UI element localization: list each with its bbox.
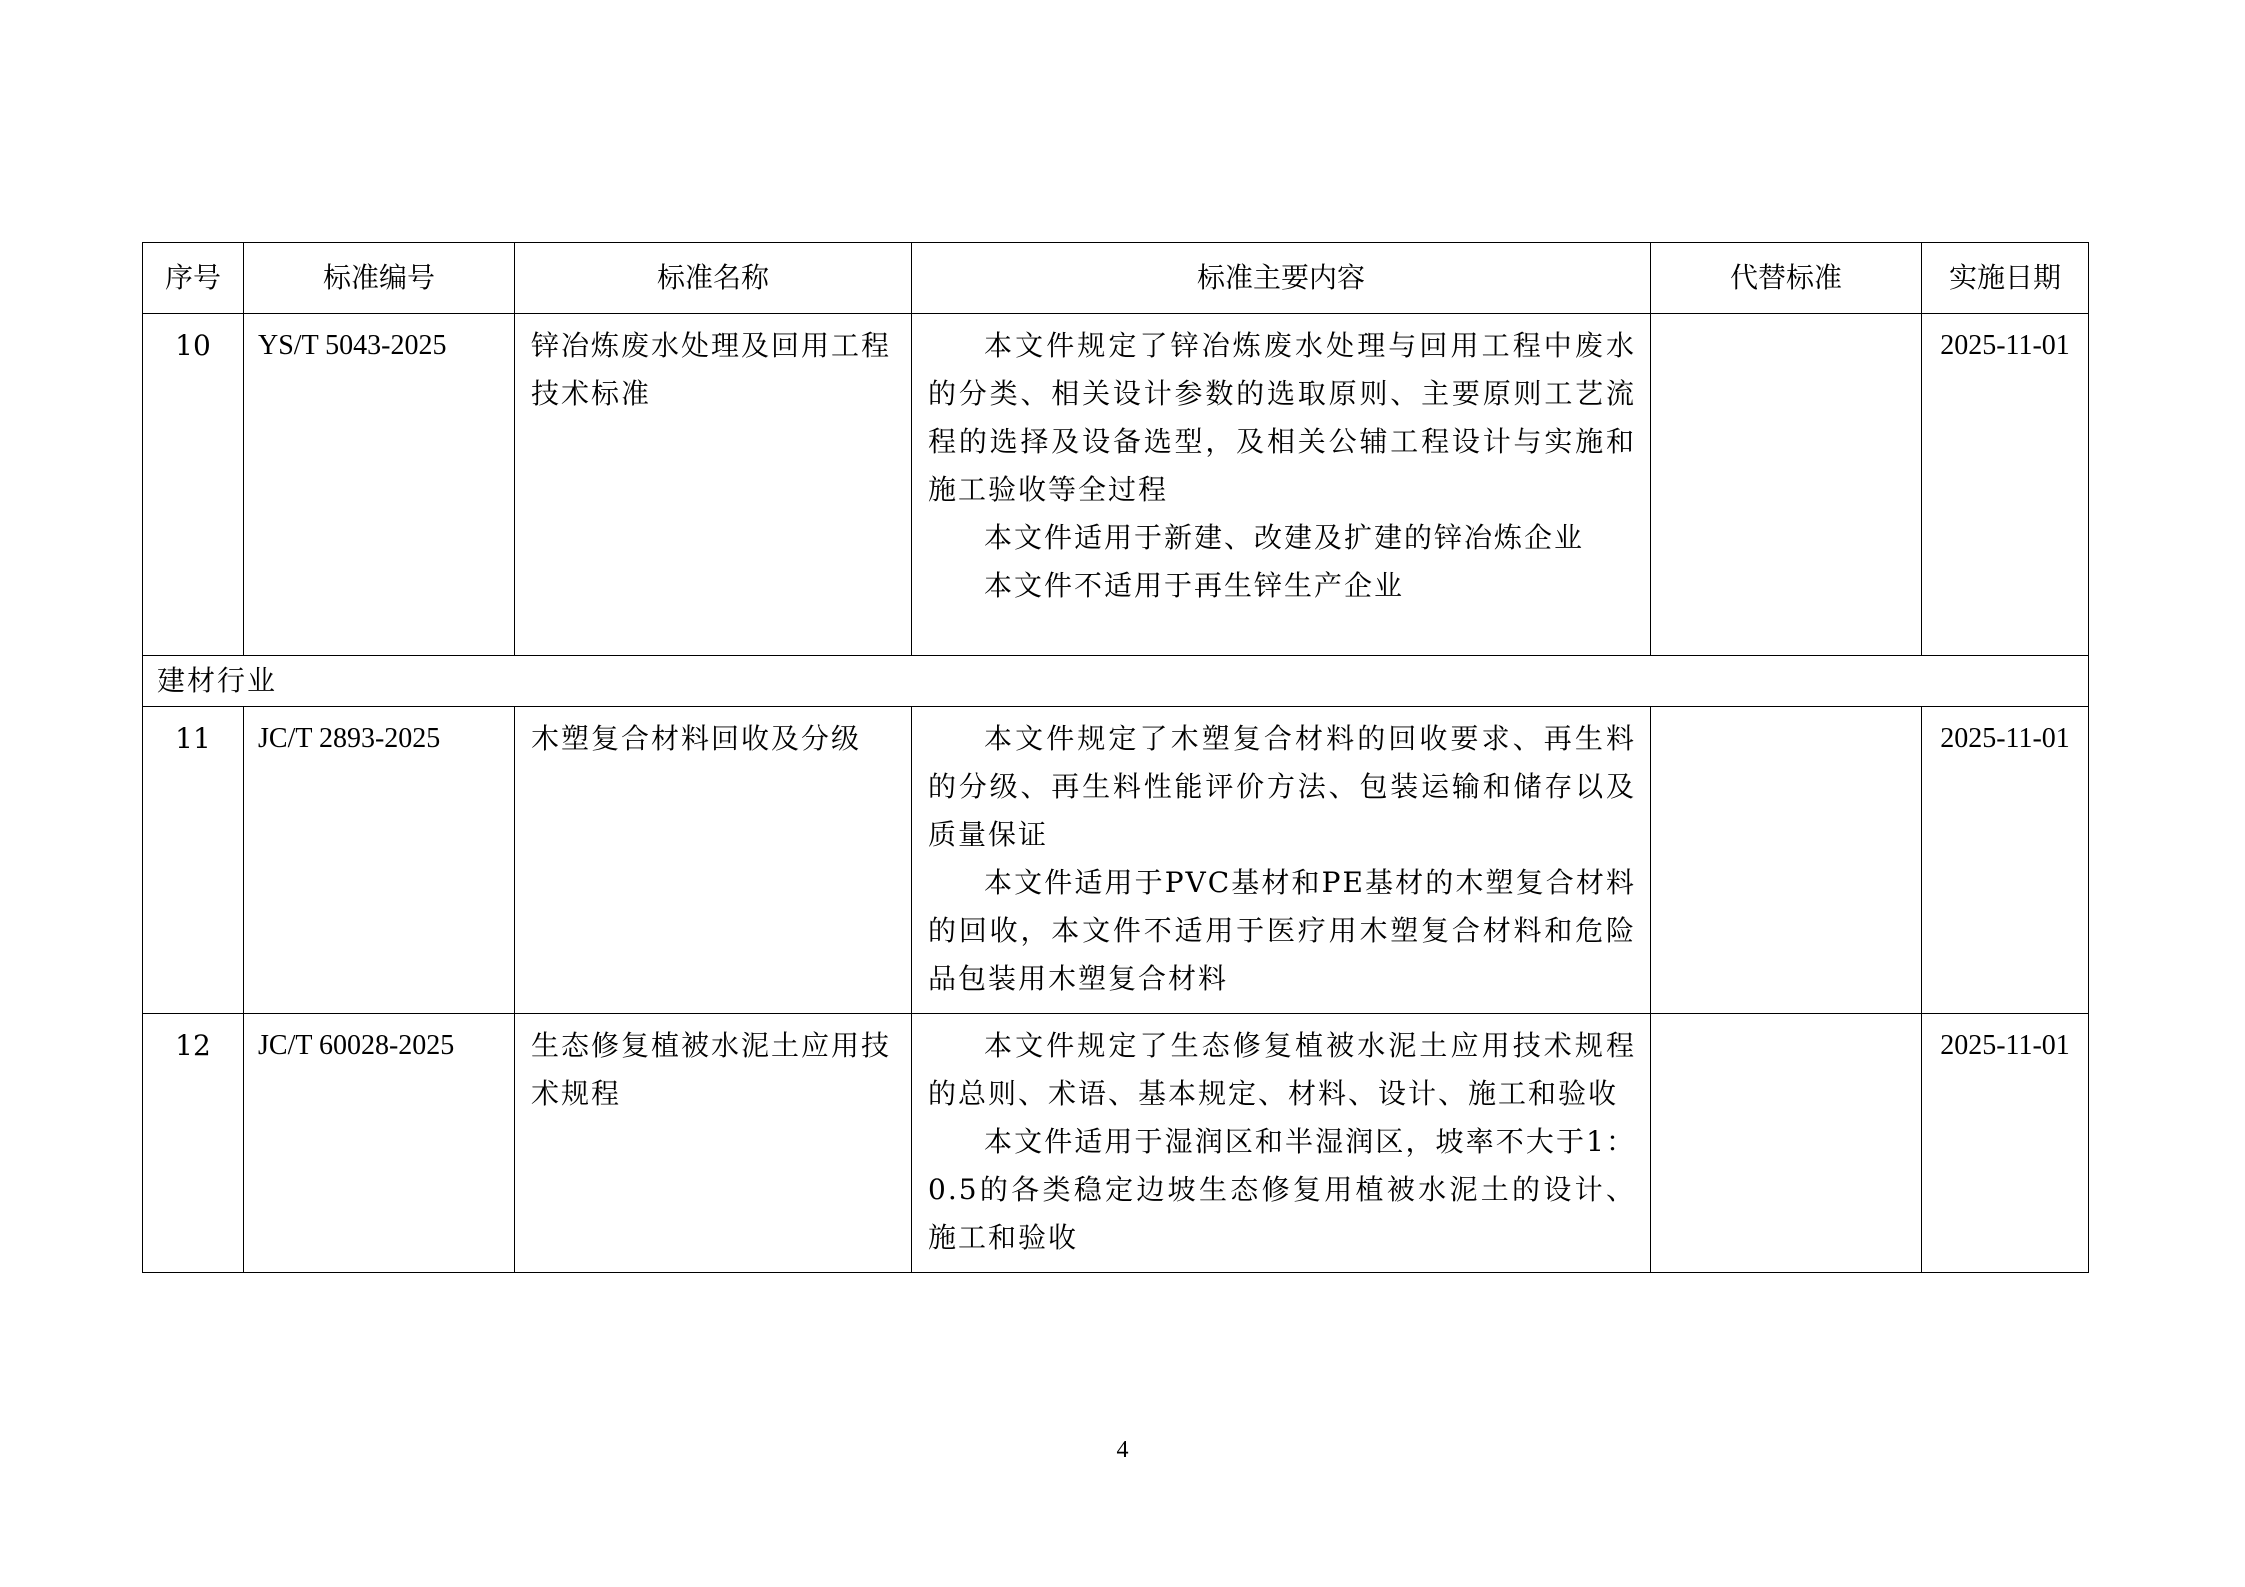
row-name: 锌冶炼废水处理及回用工程技术标准 (515, 314, 912, 656)
header-no: 序号 (143, 243, 244, 314)
row-content (912, 314, 1651, 656)
row-date: 2025-11-01 (1922, 1014, 2089, 1273)
table-row (143, 314, 2089, 656)
row-replace (1651, 314, 1922, 656)
content-paragraph: 本文件适用于湿润区和半湿润区，坡率不大于1：0.5的各类稳定边坡生态修复用植被水泥土的设计、施工和验收 (928, 1125, 1636, 1254)
content-paragraph: 本文件适用于PVC基材和PE基材的木塑复合材料的回收，本文件不适用于医疗用木塑复合材料和危险品包装用木塑复合材料 (928, 866, 1636, 995)
content-paragraph: 本文件适用于新建、改建及扩建的锌冶炼企业 (984, 521, 1585, 554)
header-code: 标准编号 (244, 243, 515, 314)
row-content (912, 1014, 1651, 1273)
row-no: 10 (143, 314, 244, 656)
row-date: 2025-11-01 (1922, 314, 2089, 656)
content-paragraph: 本文件不适用于再生锌生产企业 (984, 569, 1405, 602)
row-date: 2025-11-01 (1922, 707, 2089, 1014)
content-paragraph: 本文件规定了锌冶炼废水处理与回用工程中废水的分类、相关设计参数的选取原则、主要原则工艺流程的选择及设备选型，及相关公辅工程设计与实施和施工验收等全过程 (928, 329, 1636, 506)
row-code: JC/T 2893-2025 (244, 707, 515, 1014)
row-code: JC/T 60028-2025 (244, 1014, 515, 1273)
header-content: 标准主要内容 (912, 243, 1651, 314)
standards-table (142, 242, 2089, 1273)
row-replace (1651, 1014, 1922, 1273)
row-no: 12 (143, 1014, 244, 1273)
content-paragraph: 本文件规定了生态修复植被水泥土应用技术规程的总则、术语、基本规定、材料、设计、施工和验收 (928, 1029, 1636, 1110)
page-number: 4 (1116, 1437, 1129, 1463)
header-date: 实施日期 (1922, 243, 2089, 314)
section-label: 建材行业 (143, 656, 2089, 707)
table-header-row (143, 243, 2089, 314)
row-replace (1651, 707, 1922, 1014)
section-row (143, 656, 2089, 707)
content-paragraph: 本文件规定了木塑复合材料的回收要求、再生料的分级、再生料性能评价方法、包装运输和储存以及质量保证 (928, 722, 1636, 851)
table-row (143, 1014, 2089, 1273)
row-name: 木塑复合材料回收及分级 (515, 707, 912, 1014)
header-name: 标准名称 (515, 243, 912, 314)
row-no: 11 (143, 707, 244, 1014)
row-code: YS/T 5043-2025 (244, 314, 515, 656)
table-row (143, 707, 2089, 1014)
row-name: 生态修复植被水泥土应用技术规程 (515, 1014, 912, 1273)
row-content (912, 707, 1651, 1014)
header-replace: 代替标准 (1651, 243, 1922, 314)
